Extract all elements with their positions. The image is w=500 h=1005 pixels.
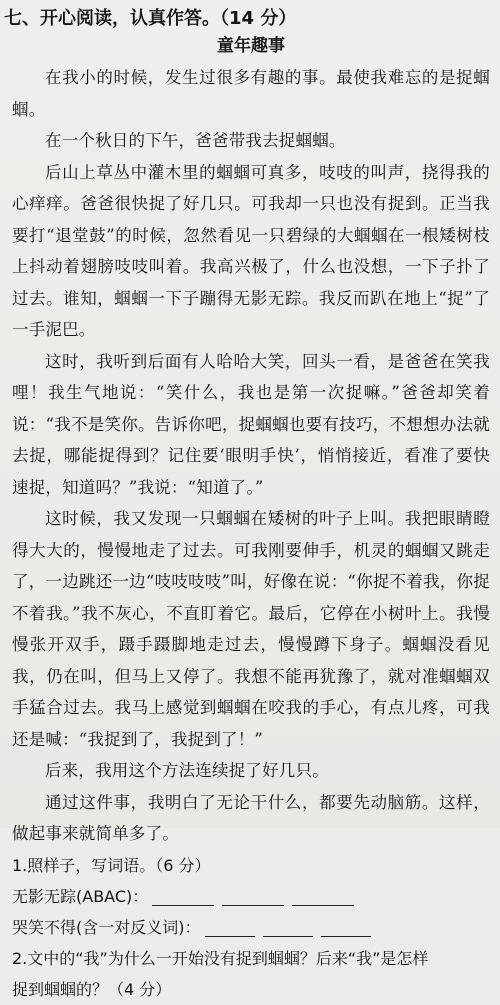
story-paragraph-2: 在一个秋日的下午，爸爸带我去捉蝈蝈。 <box>45 131 346 150</box>
answer-blank-1a-3[interactable] <box>292 889 354 906</box>
answer-blank-1b-1[interactable] <box>205 920 255 937</box>
question-2-line-2: 捉到蝈蝈的？（4 分） <box>12 979 172 999</box>
story-paragraph-4: 这时，我听到后面有人哈哈大笑，回头一看，是爸爸在笑我哩！我生气地说：“笑什么，我也是第一次捉嘛。”爸爸却笑着说：“我不是笑你。告诉你吧，捉蝈蝈也要有技巧，不想想办法就去捉，哪能捉得到？记住要‘眼明手快’，悄悄接近，看准了要快速捉，知道吗？”我说：“知道了。” <box>12 351 490 497</box>
story-title: 童年趣事 <box>217 36 285 56</box>
answer-blank-1a-2[interactable] <box>222 889 284 906</box>
question-1a-label: 无影无踪(ABAC)： <box>12 886 149 906</box>
answer-blank-1b-2[interactable] <box>263 920 313 937</box>
story-paragraph-7: 通过这件事，我明白了无论干什么，都要先动脑筋。这样，做起事来就简单多了。 <box>12 792 490 843</box>
story-paragraph-1: 在我小的时候，发生过很多有趣的事。最使我难忘的是捉蝈蝈。 <box>12 68 490 119</box>
story-paragraph-3: 后山上草丛中灌木里的蝈蝈可真多，吱吱的叫声，挠得我的心痒痒。爸爸很快捉了好几只。可我却一只也没有捉到。正当我要打“退堂鼓”的时候，忽然看见一只碧绿的大蝈蝈在一根矮树枝上抖动着翅膀吱吱叫着。我高兴极了，什么也没想，一下子扑了过去。谁知，蝈蝈一下子蹦得无影无踪。我反而趴在地上“捉”了一手泥巴。 <box>12 162 490 339</box>
question-1b-label: 哭笑不得(含一对反义词)： <box>12 917 201 937</box>
answer-blank-1a-1[interactable] <box>152 889 214 906</box>
question-2-line-1: 2.文中的“我”为什么一开始没有捉到蝈蝈？后来“我”是怎样 <box>12 948 429 968</box>
question-1: 1.照样子，写词语。（6 分） <box>12 855 211 875</box>
question-1a <box>12 881 490 912</box>
answer-blank-1b-3[interactable] <box>321 920 371 937</box>
story-paragraph-5: 这时候，我又发现一只蝈蝈在矮树的叶子上叫。我把眼睛瞪得大大的，慢慢地走了过去。可我刚要伸手，机灵的蝈蝈又跳走了，一边跳还一边“吱吱吱吱”叫，好像在说：“你捉不着我，你捉不着我。”我不灰心，不直盯着它。最后，它停在小树叶上。我慢慢张开双手，蹑手蹑脚地走过去，慢慢蹲下身子。蝈蝈没看见我，仍在叫，但马上又停了。我想不能再犹豫了，就对准蝈蝈双手猛合过去。我马上感觉到蝈蝈在咬我的手心，有点儿疼，可我还是喊：“我捉到了，我捉到了！” <box>12 509 490 749</box>
section-heading: 七、开心阅读，认真作答。（14 分） <box>4 8 297 29</box>
story-paragraph-6: 后来，我用这个方法连续捉了好几只。 <box>45 761 329 780</box>
question-1b <box>12 912 490 943</box>
